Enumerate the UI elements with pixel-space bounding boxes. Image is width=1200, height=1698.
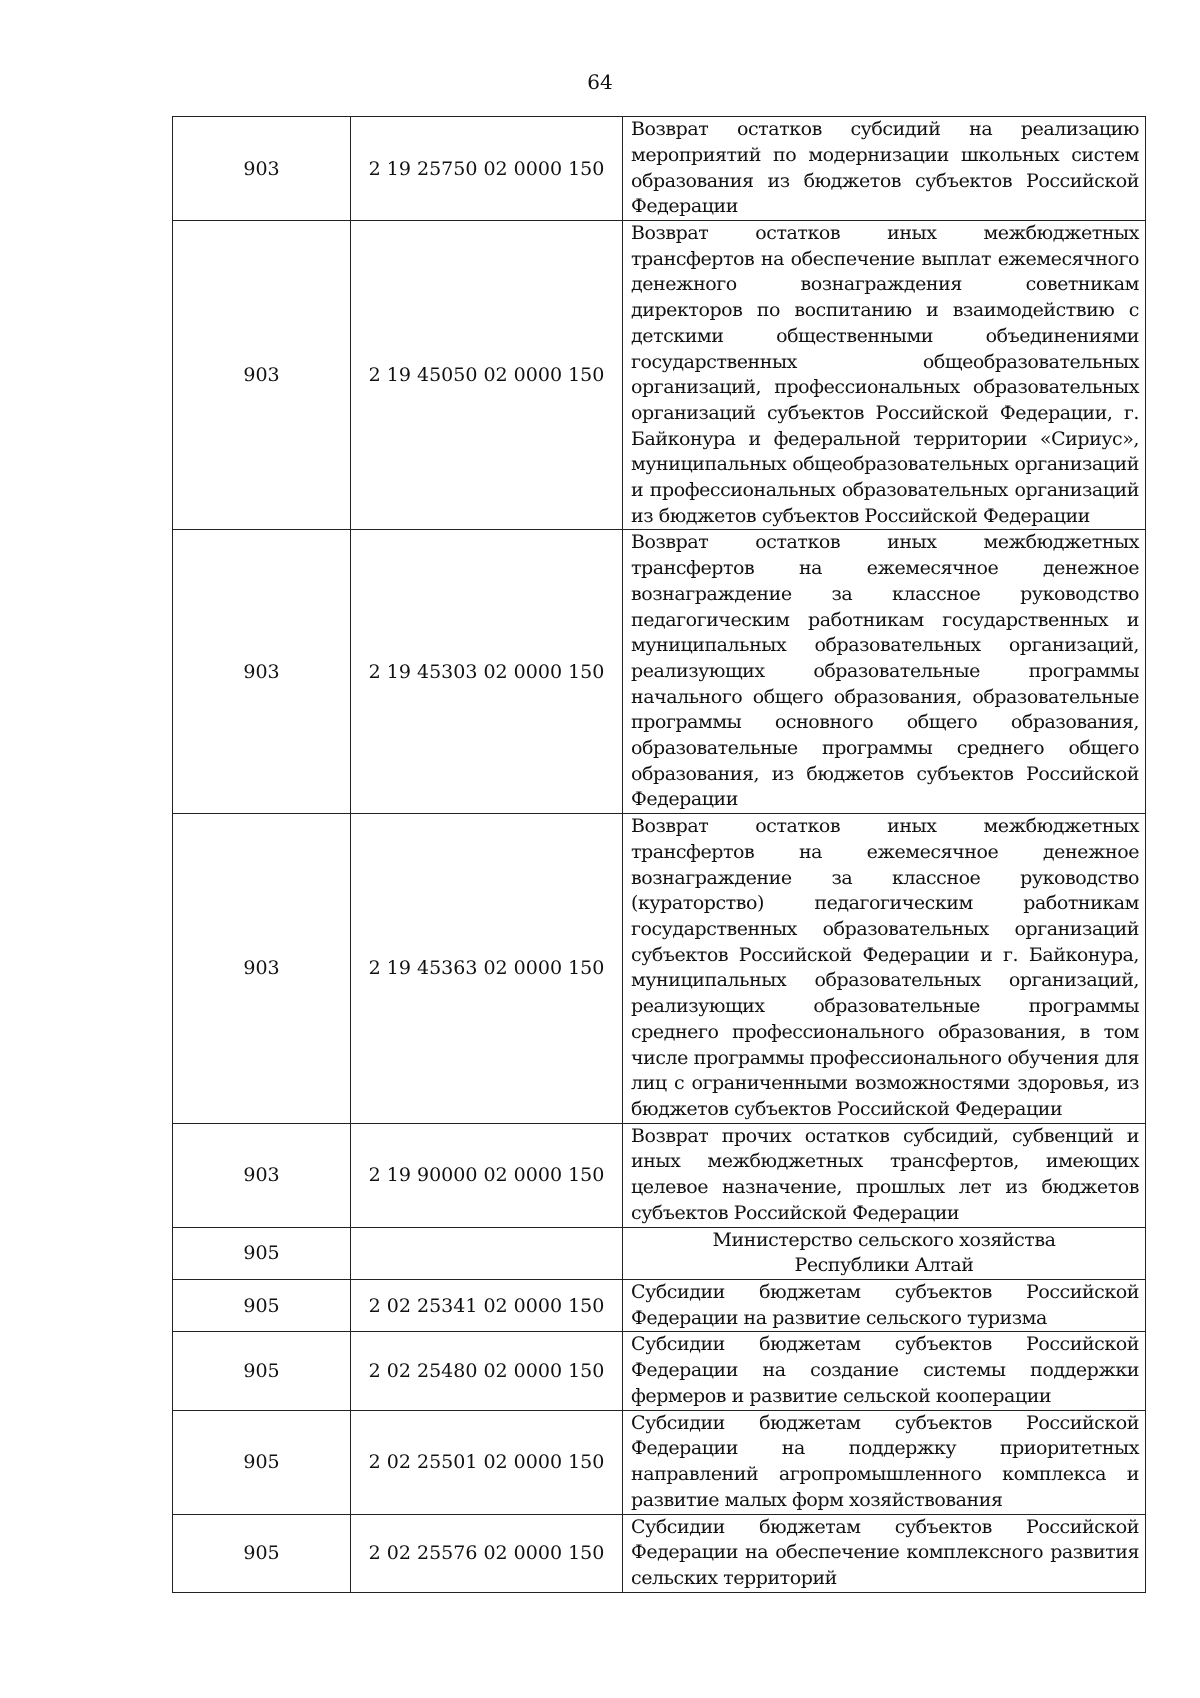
income-name-cell: Субсидии бюджетам субъектов Российской Федерации на развитие сельского туризма (623, 1280, 1146, 1332)
budget-classification-code-cell: 2 19 90000 02 0000 150 (351, 1123, 623, 1227)
administrator-code-cell: 903 (173, 117, 351, 221)
table-row (173, 1514, 1146, 1592)
income-name-cell: Возврат остатков иных межбюджетных трансфертов на ежемесячное денежное вознаграждение за классное руководство педагогическим работникам государственных и муниципальных образовательных организаций, реализующих образовательные программы начального общего образования, образовательные программы основного общего образования, образовательные программы среднего общего образования, из бюджетов субъектов Российской Федерации (623, 530, 1146, 814)
table-row (173, 1227, 1146, 1279)
administrator-code-cell: 903 (173, 530, 351, 814)
income-name-cell: Возврат остатков субсидий на реализацию мероприятий по модернизации школьных систем образования из бюджетов субъектов Российской Федерации (623, 117, 1146, 221)
administrator-code-cell: 905 (173, 1410, 351, 1514)
budget-classification-code-cell: 2 19 45363 02 0000 150 (351, 814, 623, 1123)
income-name-cell: Субсидии бюджетам субъектов Российской Федерации на поддержку приоритетных направлений агропромышленного комплекса и развитие малых форм хозяйствования (623, 1410, 1146, 1514)
administrator-code-cell: 903 (173, 1123, 351, 1227)
table-row (173, 1123, 1146, 1227)
administrator-code-cell: 905 (173, 1280, 351, 1332)
table-row (173, 1280, 1146, 1332)
budget-classification-code-cell: 2 02 25501 02 0000 150 (351, 1410, 623, 1514)
budget-classification-code-cell: 2 02 25341 02 0000 150 (351, 1280, 623, 1332)
table-row (173, 221, 1146, 530)
ministry-heading-cell: Министерство сельского хозяйства Республики Алтай (623, 1227, 1146, 1279)
table-row (173, 1332, 1146, 1410)
budget-classification-code-cell (351, 1227, 623, 1279)
administrator-code-cell: 905 (173, 1227, 351, 1279)
page-number: 64 (587, 70, 613, 94)
table-row (173, 1410, 1146, 1514)
administrator-code-cell: 905 (173, 1332, 351, 1410)
administrator-code-cell: 903 (173, 221, 351, 530)
income-name-cell: Субсидии бюджетам субъектов Российской Федерации на создание системы поддержки фермеров и развитие сельской кооперации (623, 1332, 1146, 1410)
budget-classification-code-cell: 2 02 25480 02 0000 150 (351, 1332, 623, 1410)
table-row (173, 117, 1146, 221)
table-row (173, 530, 1146, 814)
budget-classification-code-cell: 2 02 25576 02 0000 150 (351, 1514, 623, 1592)
budget-classification-table (172, 116, 1146, 1593)
budget-classification-code-cell: 2 19 45050 02 0000 150 (351, 221, 623, 530)
budget-classification-code-cell: 2 19 25750 02 0000 150 (351, 117, 623, 221)
income-name-cell: Субсидии бюджетам субъектов Российской Федерации на обеспечение комплексного развития сельских территорий (623, 1514, 1146, 1592)
table-row (173, 814, 1146, 1123)
income-name-cell: Возврат остатков иных межбюджетных трансфертов на обеспечение выплат ежемесячного денежного вознаграждения советникам директоров по воспитанию и взаимодействию с детскими общественными объединениями государственных общеобразовательных организаций, профессиональных образовательных организаций субъектов Российской Федерации, г. Байконура и федеральной территории «Сириус», муниципальных общеобразовательных организаций и профессиональных образовательных организаций из бюджетов субъектов Российской Федерации (623, 221, 1146, 530)
administrator-code-cell: 905 (173, 1514, 351, 1592)
income-name-cell: Возврат прочих остатков субсидий, субвенций и иных межбюджетных трансфертов, имеющих целевое назначение, прошлых лет из бюджетов субъектов Российской Федерации (623, 1123, 1146, 1227)
budget-classification-code-cell: 2 19 45303 02 0000 150 (351, 530, 623, 814)
income-name-cell: Возврат остатков иных межбюджетных трансфертов на ежемесячное денежное вознаграждение за классное руководство (кураторство) педагогическим работникам государственных образовательных организаций субъектов Российской Федерации и г. Байконура, муниципальных образовательных организаций, реализующих образовательные программы среднего профессионального образования, в том числе программы профессионального обучения для лиц с ограниченными возможностями здоровья, из бюджетов субъектов Российской Федерации (623, 814, 1146, 1123)
administrator-code-cell: 903 (173, 814, 351, 1123)
